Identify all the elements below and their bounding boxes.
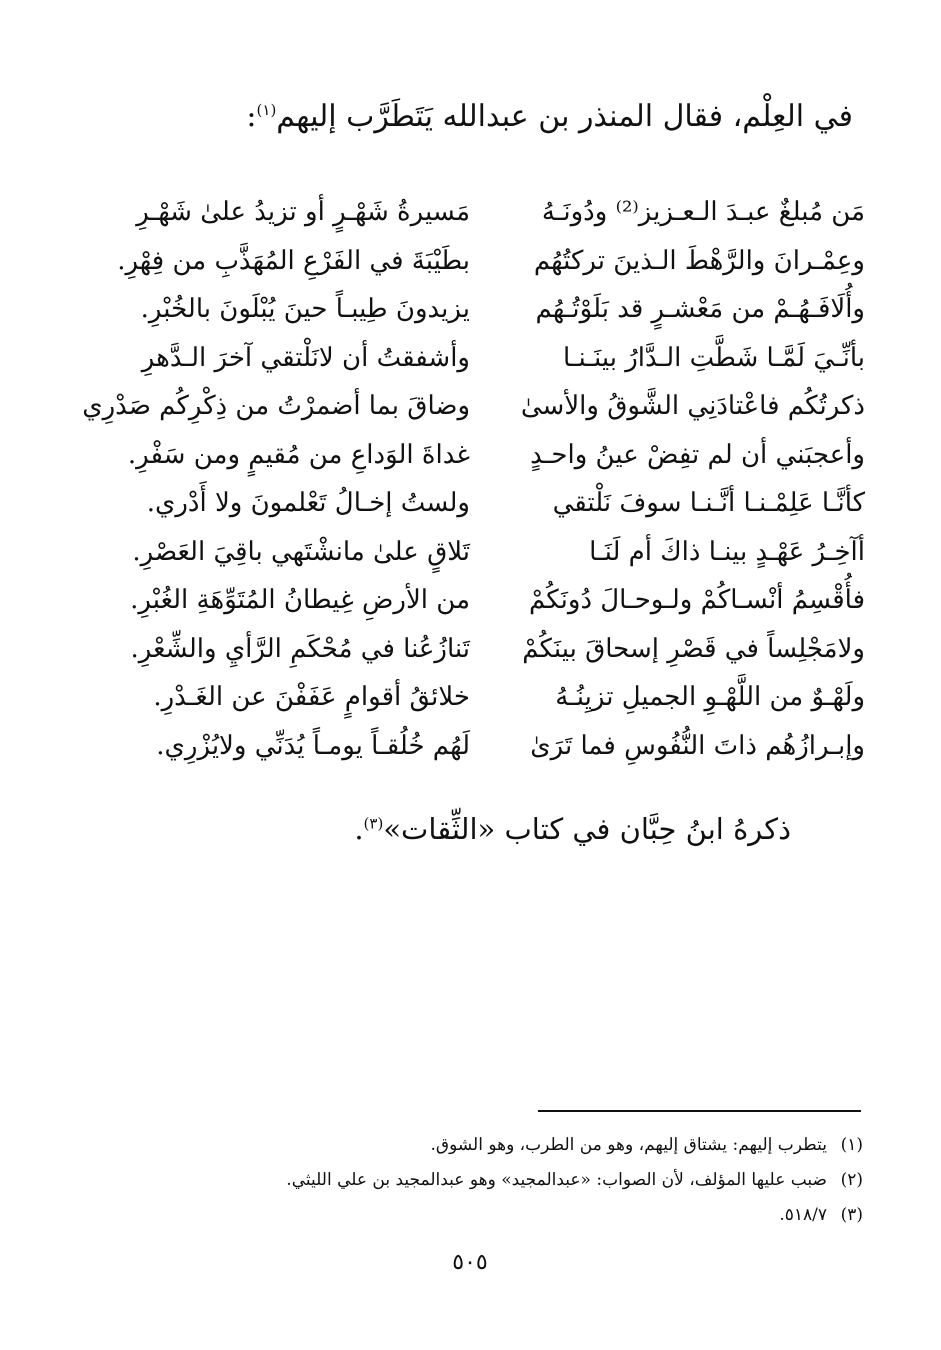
verse-first-hemistich: ولَهْـوٌ من اللَّهْـوِ الجميلِ تزيِنُـهُ — [555, 682, 865, 713]
footnote-item — [143, 1163, 863, 1198]
footnotes — [143, 1128, 863, 1233]
poem-verse — [130, 722, 865, 771]
verse-first-hemistich: وأعجبَني أن لم تفِضْ عينُ واحـدٍ — [530, 439, 865, 470]
verse-second-hemistich: لَهُم خُلُقـاً يومـاً يُدَنِّي ولايُزْرِي. — [156, 730, 470, 761]
verse-first-hemistich: وأُلَافَـهُـمْ من مَعْشـرٍ قد بَلَوْتُـهُم — [535, 294, 865, 325]
verse-first-hemistich: أآخِـرُ عَهْـدٍ بينـا ذاكَ أم لَنَـا — [589, 536, 865, 567]
intro-line — [153, 95, 853, 139]
verse-second-hemistich: ولستُ إخـالُ تَعْلمونَ ولا أَدْري. — [146, 488, 470, 519]
poem-verse — [127, 431, 865, 480]
footnote-ref-3[interactable]: (٣) — [363, 814, 384, 833]
verse-second-hemistich: من الأرضِ غِيطانُ المُتَوِّهَةِ الغُبْرِ. — [130, 585, 470, 616]
verse-second-hemistich: تَنازُعُنا في مُحْكَمِ الرَّأيِ والشِّعْرِ. — [130, 633, 470, 664]
poem-verse — [130, 625, 865, 674]
verse-first-hemistich: وعِمْـرانَ والرَّهْطَ الـذينَ تركتُهُم — [533, 245, 865, 276]
footnote-item — [143, 1128, 863, 1163]
poem-verse — [117, 237, 865, 286]
verse-second-hemistich: غداةَ الوَداعِ من مُقيمٍ ومن سَفْرِ. — [127, 439, 470, 470]
verse-second-hemistich: وضاقَ بما أضمرْتُ من ذِكْرِكُم صَدْرِي — [82, 391, 470, 422]
intro-text: في العِلْم، فقال المنذر بن عبدالله يَتَطَرَّب إليهم — [276, 99, 853, 134]
footnote-item — [143, 1198, 863, 1233]
verse-second-hemistich: بطَيْبَةَ في الفَرْعِ المُهَذَّبِ من فِهْرِ. — [117, 245, 470, 276]
footnote-ref-1[interactable]: (١) — [256, 101, 277, 119]
poem-verse — [130, 285, 865, 334]
poem-verse — [130, 576, 865, 625]
poem-verse — [130, 334, 865, 383]
verse-second-hemistich: خلائقُ أقوامٍ عَفَفْنَ عن الغَـدْرِ. — [153, 682, 470, 713]
verse-first-hemistich: ذكرتُكُم فاعْتادَنِي الشَّوقُ والأسىٰ — [520, 391, 865, 422]
page-number: ٥٠٥ — [452, 1250, 488, 1275]
poem-verse — [130, 528, 865, 577]
verse-first-hemistich: كأنَّـا عَلِمْـنـا أنَّـنـا سوفَ نَلْتقي — [552, 488, 865, 519]
closing-line — [271, 812, 791, 846]
poem-verse — [130, 188, 865, 237]
closing-text: ذكرهُ ابنُ حِبَّان في كتاب «الثِّقات» — [383, 812, 791, 846]
verse-first-hemistich: مَن مُبلغٌ عبـدَ الـعـزيز⁽²⁾ ودُونَـهُ — [541, 197, 865, 228]
verse-first-hemistich: فأُقْسِمُ أنْسـاكُمْ ولـوحـالَ دُونَكُمْ — [528, 585, 865, 616]
verse-second-hemistich: تَلاقٍ علىٰ مانشْتَهي باقِيَ العَصْرِ. — [132, 536, 470, 567]
poem-verse — [82, 382, 865, 431]
poem-verse — [130, 479, 865, 528]
verse-second-hemistich: مَسيرةُ شَهْـرٍ أو تزيدُ علىٰ شَهْـرِ — [136, 197, 470, 228]
verse-first-hemistich: وإبـرازُهُم ذاتَ النُّفُوسِ فما تَرَىٰ — [530, 730, 865, 761]
footnote-text: يتطرب إليهم: يشتاق إليهم، وهو من الطرب، وهو الشوق. — [430, 1135, 827, 1155]
poem-verse — [130, 673, 865, 722]
footnote-text: ضبب عليها المؤلف، لأن الصواب: «عبدالمجيد» وهو عبدالمجيد بن علي الليثي. — [286, 1170, 827, 1190]
intro-colon: : — [246, 99, 257, 134]
verse-second-hemistich: يزيدونَ طِيبـاً حينَ يُبْلَونَ بالخُبْرِ. — [140, 294, 470, 325]
verse-first-hemistich: ولامَجْلِساً في قَصْرِ إسحاقَ بينَكُمْ — [522, 633, 865, 664]
footnote-divider — [538, 1110, 861, 1112]
footnote-text: ٥١٨/٧. — [779, 1205, 827, 1225]
verse-second-hemistich: وأشفقتُ أن لانَلْتقي آخرَ الـدَّهرِ — [141, 342, 470, 373]
footnote-number: (٢) — [840, 1170, 863, 1190]
footnote-number: (٣) — [840, 1205, 863, 1225]
closing-period: . — [354, 812, 364, 846]
footnote-number: (١) — [840, 1135, 863, 1155]
poem — [82, 188, 865, 770]
verse-first-hemistich: بأنِّـيَ لَمَّـا شَطَّتِ الـدَّارُ بينَـنـا — [563, 342, 865, 373]
